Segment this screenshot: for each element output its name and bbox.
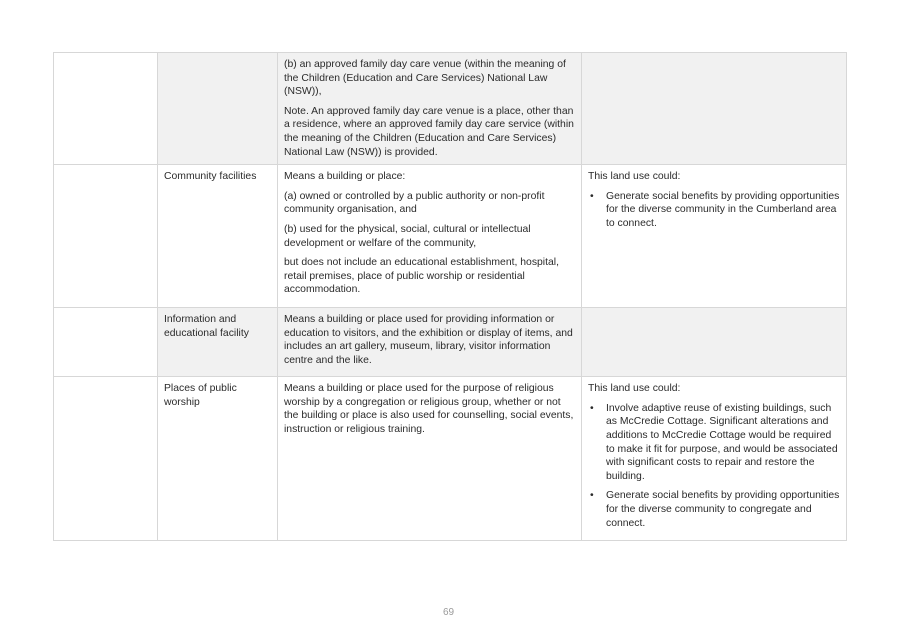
land-use-term-cell (158, 377, 278, 541)
blank-column-cell (54, 165, 158, 308)
land-use-term-cell (158, 308, 278, 377)
definition-paragraph: but does not include an educational establishment, hospital, retail premises, place of public worship or residential accommodation. (284, 257, 559, 296)
table-row (54, 53, 847, 165)
land-use-term-cell (158, 53, 278, 165)
definition-cell (278, 53, 582, 165)
comment-cell (582, 53, 847, 165)
comment-bullet-text: Involve adaptive reuse of existing buildings, such as McCredie Cottage. Significant alterations and additions to McCredie Cottage would be required to make it fit for purpose, and would be associated with significant costs to repair and restore the building. (606, 402, 838, 482)
definition-paragraph: Means a building or place: (284, 171, 406, 183)
bullet-icon: • (590, 190, 594, 202)
definition-cell (278, 377, 582, 541)
page-number: 69 (442, 607, 455, 618)
comment-bullet-item (588, 489, 840, 530)
bullet-icon: • (590, 402, 594, 414)
land-use-term: Places of public worship (164, 383, 237, 408)
definition-paragraph: (b) used for the physical, social, cultural or intellectual development or welfare of the community, (284, 223, 531, 249)
comment-list (588, 190, 840, 231)
comment-cell (582, 308, 847, 377)
comment-bullet-item (588, 402, 840, 484)
comment-cell (582, 165, 847, 308)
land-use-term: Information and educational facility (164, 314, 249, 339)
definition-paragraph: Means a building or place used for the purpose of religious worship by a congregation or religious group, whether or not the building or place is also used for counselling, social events, instruction or religious training. (284, 383, 574, 435)
blank-column-cell (54, 377, 158, 541)
comment-list (588, 402, 840, 530)
comment-cell (582, 377, 847, 541)
table-row (54, 165, 847, 308)
land-use-term-cell (158, 165, 278, 308)
table-row (54, 377, 847, 541)
comment-bullet-text: Generate social benefits by providing opportunities for the diverse community in the Cumberland area to connect. (606, 190, 840, 229)
comment-bullet-text: Generate social benefits by providing opportunities for the diverse community to congregate and connect. (606, 490, 840, 529)
bullet-icon: • (590, 490, 594, 502)
land-use-term: Community facilities (164, 171, 257, 183)
comment-intro: This land use could: (588, 171, 681, 183)
definition-paragraph: (a) owned or controlled by a public authority or non-profit community organisation, and (284, 190, 545, 216)
definition-note: Note. An approved family day care venue is a place, other than a residence, where an approved family day care service (within the meaning of the Children (Education and Care Services) National Law (NSW)) is provided. (284, 105, 574, 158)
comment-bullet-item (588, 190, 840, 231)
blank-column-cell (54, 308, 158, 377)
definition-paragraph: (b) an approved family day care venue (within the meaning of the Children (Education and Care Services) National Law (NSW)), (284, 59, 566, 98)
blank-column-cell (54, 53, 158, 165)
definition-cell (278, 165, 582, 308)
definition-paragraph: Means a building or place used for providing information or education to visitors, and the exhibition or display of items, and includes an art gallery, museum, library, visitor information centre and the like. (284, 314, 573, 366)
land-use-table (53, 52, 847, 541)
definition-cell (278, 308, 582, 377)
comment-intro: This land use could: (588, 383, 681, 395)
table-row (54, 308, 847, 377)
